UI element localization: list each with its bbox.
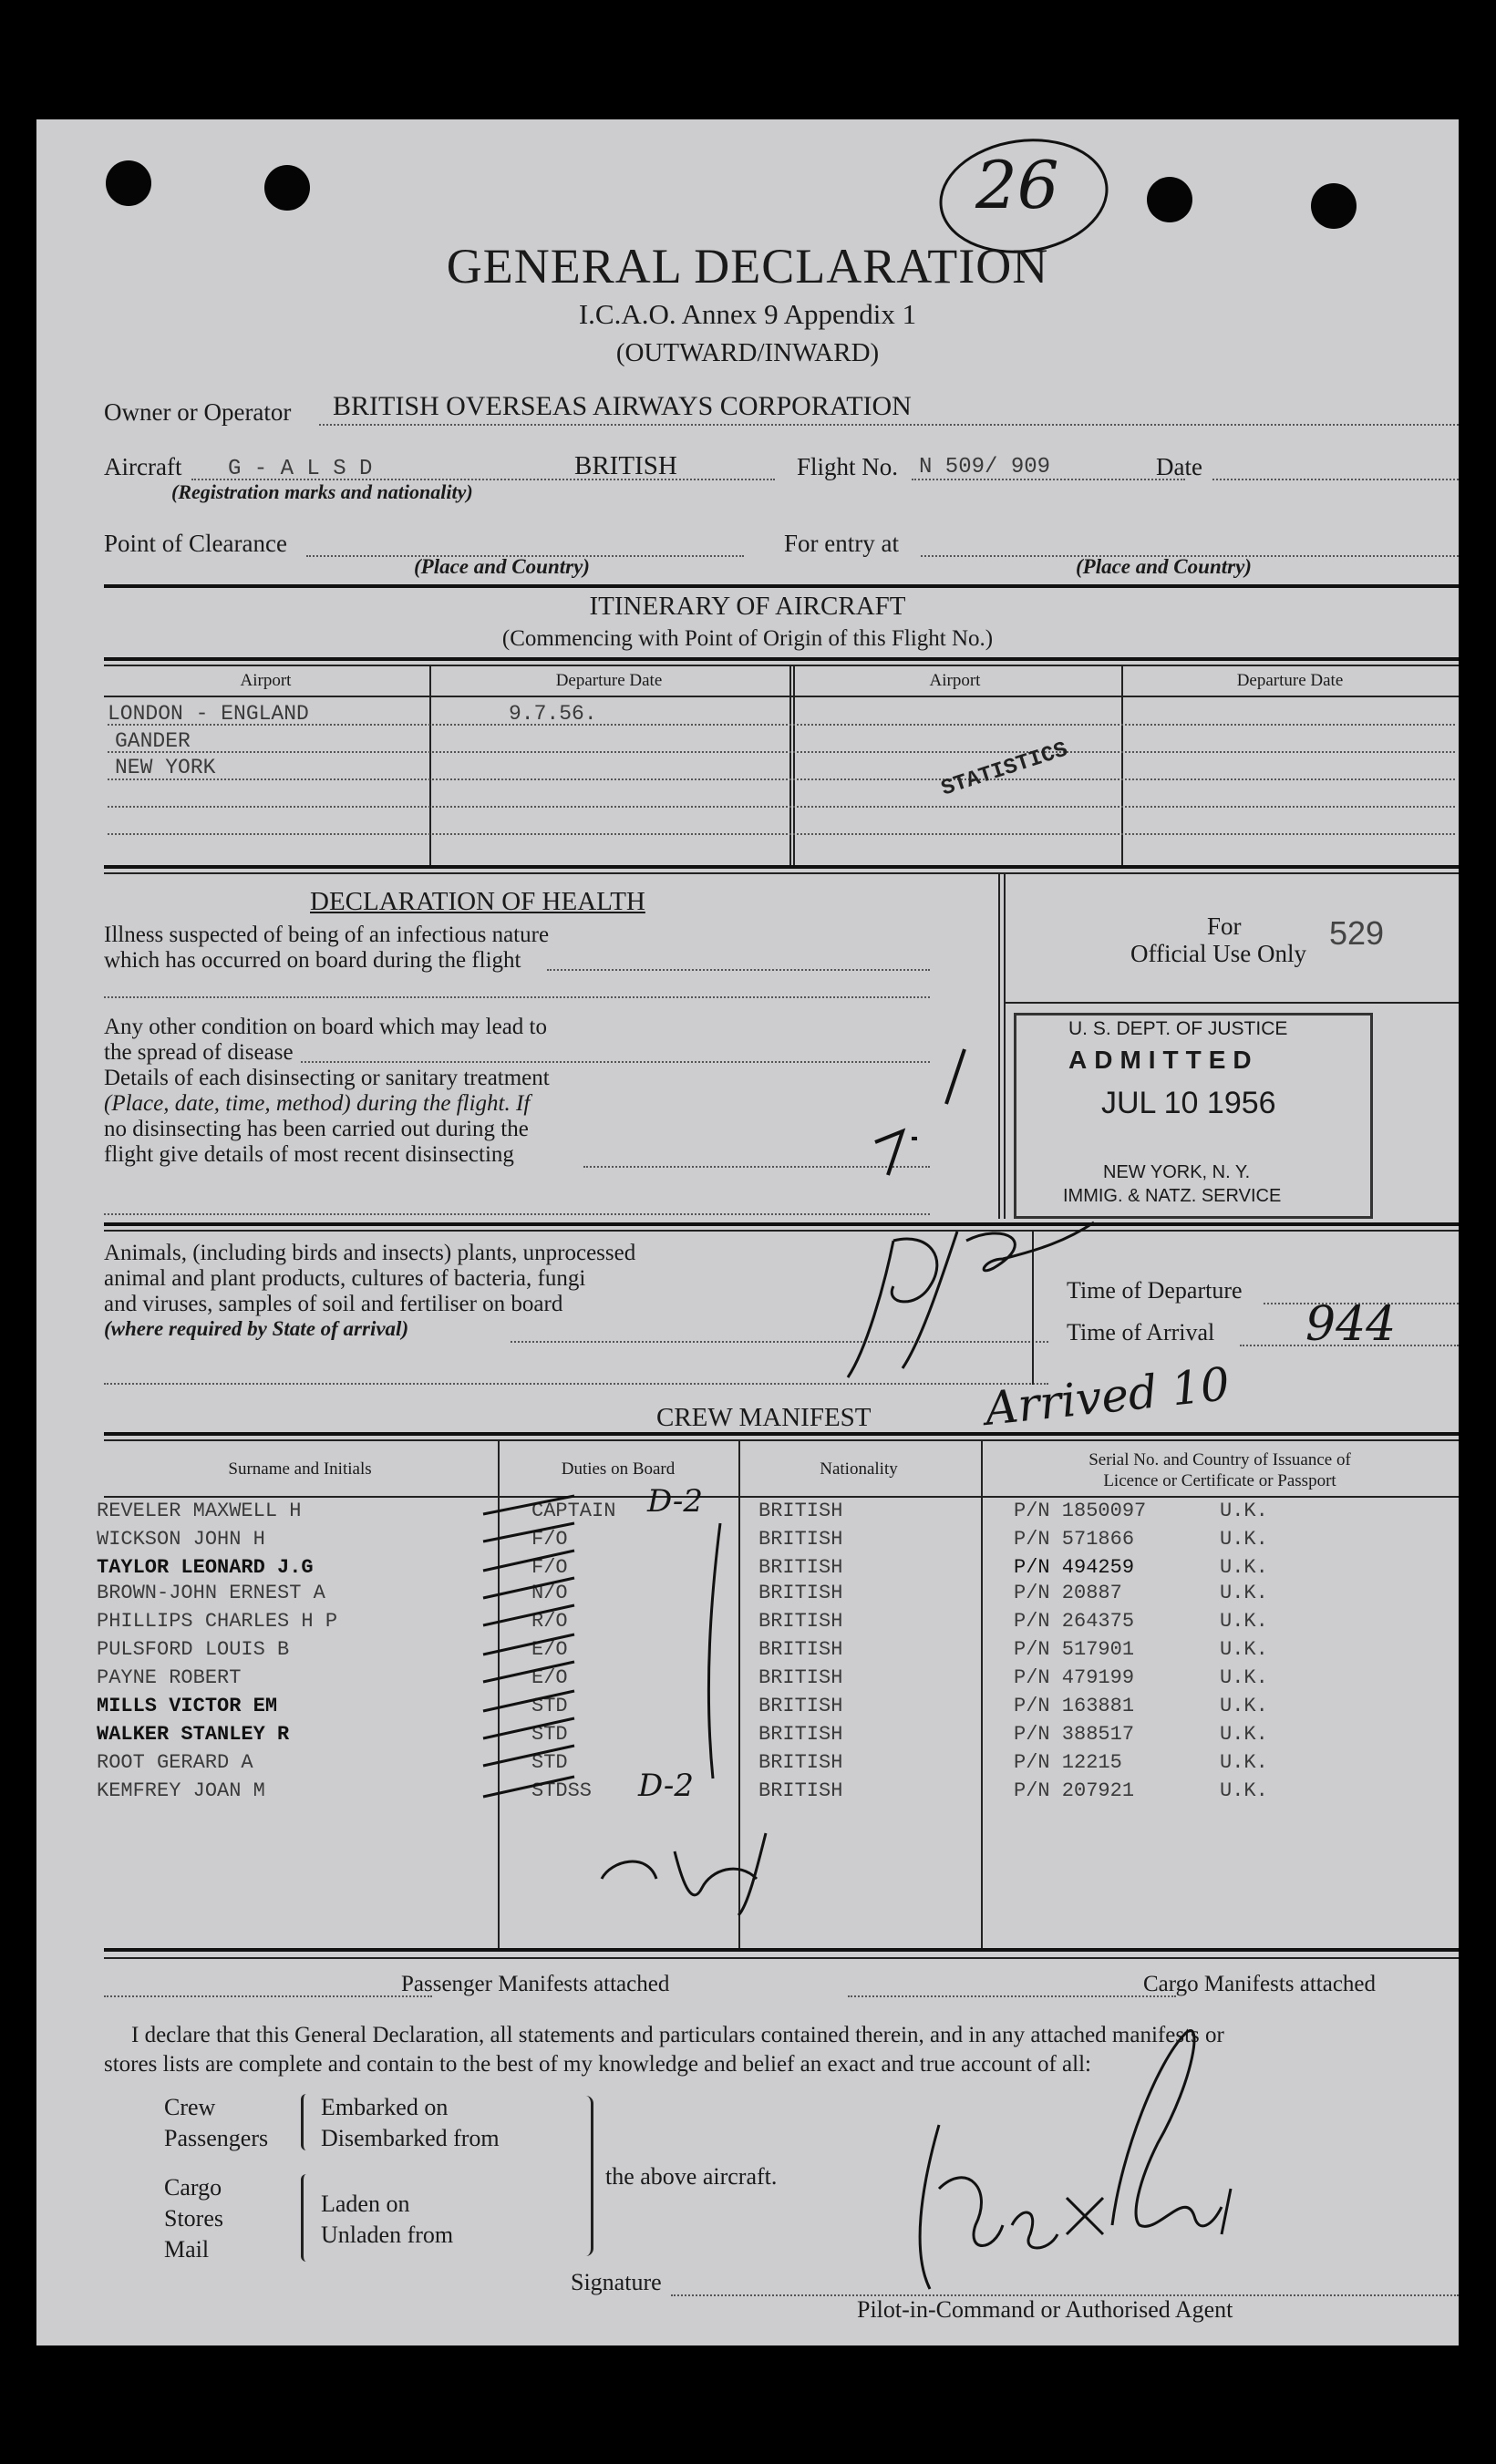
divider [104,696,1459,697]
crew-nationality: BRITISH [758,1666,843,1689]
itinerary-airport: NEW YORK [115,756,216,779]
passengers-label: Passengers [164,2125,269,2151]
signature-label: Signature [571,2269,662,2295]
divider [104,1957,1459,1959]
cargo-line [848,1995,1176,1997]
crew-duty: CAPTAIN [531,1500,616,1522]
health-line [104,1213,930,1215]
itinerary-airport: LONDON - ENGLAND [108,702,309,726]
itinerary-row-line [108,751,1455,753]
crew-serial: P/N 163881 [1014,1695,1135,1717]
crew-name: PAYNE ROBERT [97,1666,242,1689]
above-aircraft-label: the above aircraft. [605,2163,778,2190]
health-disinsect: flight give details of most recent disinsecting [104,1142,514,1167]
crew-nationality: BRITISH [758,1582,843,1604]
unladen-label: Unladen from [321,2222,454,2248]
crew-serial: P/N 264375 [1014,1610,1135,1633]
bracket [578,2096,593,2256]
mail-label: Mail [164,2236,210,2263]
health-disinsect: no disinsecting has been carried out during the [104,1117,529,1141]
declaration-text: I declare that this General Declaration, all statements and particulars contained therein, and in any attached manifests or [131,2023,1224,2047]
health-disinsect: (Place, date, time, method) during the flight. If [104,1091,531,1116]
pilot-signature [884,2006,1267,2298]
laden-label: Laden on [321,2191,410,2217]
crew-name: WALKER STANLEY R [97,1723,290,1746]
crew-serial: P/N 571866 [1014,1528,1135,1551]
aircraft-value: G - A L S D [228,457,373,481]
crew-col-name: Surname and Initials [228,1459,372,1479]
passenger-line [104,1995,432,1997]
crew-duty: STD [531,1695,568,1717]
divider [104,584,1459,588]
cargo-label: Cargo [164,2174,222,2201]
arrived-note: Arrived 10 [982,1357,1233,1436]
crew-country: U.K. [1220,1556,1268,1579]
health-condition: the spread of disease [104,1040,294,1065]
column-divider [981,1441,983,1952]
bracket [301,2174,313,2262]
itinerary-row-line [108,724,1455,726]
divider [104,872,1459,874]
crew-nationality: BRITISH [758,1528,843,1551]
itinerary-row-line [108,778,1455,780]
flight-no-label: Flight No. [797,453,899,480]
crew-duty: STDSS [531,1779,593,1802]
column-divider [1121,666,1123,867]
crew-col-duties: Duties on Board [561,1459,676,1479]
official-number: 529 [1329,914,1385,952]
crew-serial: P/N 12215 [1014,1751,1122,1774]
crew-country: U.K. [1220,1500,1268,1522]
flight-no-value: N 509/ 909 [919,455,1051,479]
crew-duty: E/O [531,1666,568,1689]
divider [104,1439,1459,1441]
handwritten-marks [857,1031,1003,1177]
column-divider [1004,874,1006,1219]
crew-country: U.K. [1220,1638,1268,1661]
crew-serial: P/N 20887 [1014,1582,1122,1604]
crew-name: PHILLIPS CHARLES H P [97,1610,338,1633]
crew-country: U.K. [1220,1610,1268,1633]
place-note: (Place and Country) [414,555,590,578]
official-label: For [1207,912,1242,940]
itinerary-title: ITINERARY OF AIRCRAFT [589,592,906,621]
crew-duty: STD [531,1723,568,1746]
crew-duty: STD [531,1751,568,1774]
itinerary-col-airport: Airport [240,671,292,690]
column-divider [793,666,795,867]
crew-duty: F/O [531,1556,568,1579]
crew-country: U.K. [1220,1779,1268,1802]
itinerary-airport: GANDER [115,729,191,753]
crew-serial: P/N 479199 [1014,1666,1135,1689]
health-title: DECLARATION OF HEALTH [310,887,645,916]
crew-nationality: BRITISH [758,1779,843,1802]
owner-line [319,424,1459,426]
health-disinsect: Details of each disinsecting or sanitary treatment [104,1066,550,1090]
crew-country: U.K. [1220,1695,1268,1717]
crew-country: U.K. [1220,1582,1268,1604]
date-line [1212,479,1459,480]
crew-name: REVELER MAXWELL H [97,1500,302,1522]
divider [104,657,1459,661]
punch-hole [1147,177,1192,222]
bracket [301,2094,313,2150]
itinerary-col-airport-2: Airport [929,671,981,690]
admitted-label: ADMITTED [1068,1046,1259,1074]
nationality-value: BRITISH [574,451,677,480]
animals-text: animal and plant products, cultures of bacteria, fungi [104,1266,586,1291]
column-divider [789,666,791,867]
crew-nationality: BRITISH [758,1610,843,1633]
owner-value: BRITISH OVERSEAS AIRWAYS CORPORATION [333,391,912,421]
crew-name: PULSFORD LOUIS B [97,1638,290,1661]
admitted-service: IMMIG. & NATZ. SERVICE [1063,1186,1282,1206]
cargo-manifest-label: Cargo Manifests attached [1143,1972,1377,1996]
divider [104,665,1459,666]
crew-nationality: BRITISH [758,1751,843,1774]
owner-label: Owner or Operator [104,398,292,426]
itinerary-row-line [108,833,1455,835]
arrival-value: 944 [1305,1297,1397,1352]
crew-nationality: BRITISH [758,1695,843,1717]
official-signature [830,1204,1103,1396]
crew-col-nationality: Nationality [820,1459,898,1479]
crew-col-serial: Serial No. and Country of Issuance of [1088,1450,1351,1469]
health-illness: Illness suspected of being of an infectious nature [104,923,550,947]
itinerary-subtitle: (Commencing with Point of Origin of this Flight No.) [501,626,994,651]
crew-serial: P/N 494259 [1014,1556,1135,1579]
registration-note: (Registration marks and nationality) [171,480,473,503]
crew-serial: P/N 388517 [1014,1723,1135,1746]
punch-hole [1311,183,1357,229]
divider [104,1222,1459,1226]
clearance-label: Point of Clearance [104,530,287,557]
health-condition: Any other condition on board which may lead to [104,1015,547,1039]
official-label: Official Use Only [1130,940,1306,967]
crew-label: Crew [164,2094,216,2120]
passenger-manifest-label: Passenger Manifests attached [401,1972,670,1996]
itinerary-col-departure-2: Departure Date [1236,671,1344,690]
stores-label: Stores [164,2205,223,2232]
itinerary-row-line [108,806,1455,808]
itinerary-col-departure: Departure Date [555,671,663,690]
declaration-text: stores lists are complete and contain to the best of my knowledge and belief an exact and true account of all: [104,2052,1091,2077]
itinerary-date: 9.7.56. [509,702,597,726]
crew-duty: R/O [531,1610,568,1633]
crew-serial: P/N 1850097 [1014,1500,1147,1522]
departure-label: Time of Departure [1067,1277,1243,1304]
health-line [104,996,930,998]
crew-serial: P/N 517901 [1014,1638,1135,1661]
crew-nationality: BRITISH [758,1556,843,1579]
crew-col-serial: Licence or Certificate or Passport [1103,1471,1336,1490]
punch-hole [106,160,151,206]
document-page [36,119,1459,2345]
admitted-date: JUL 10 1956 [1101,1086,1276,1120]
crew-hand-note: D-2 [647,1483,704,1520]
divider [1004,1002,1459,1004]
crew-name: BROWN-JOHN ERNEST A [97,1582,325,1604]
crew-nationality: BRITISH [758,1723,843,1746]
divider [104,865,1459,869]
crew-hand-note: D-2 [638,1768,695,1804]
crew-name: TAYLOR LEONARD J.G [97,1556,314,1579]
column-divider [429,666,431,867]
animals-text: and viruses, samples of soil and fertiliser on board [104,1292,563,1316]
entry-label: For entry at [784,530,899,557]
crew-nationality: BRITISH [758,1638,843,1661]
crew-country: U.K. [1220,1751,1268,1774]
crew-duty: E/O [531,1638,568,1661]
crew-duty: F/O [531,1528,568,1551]
crew-country: U.K. [1220,1723,1268,1746]
page-number: 26 [975,147,1059,223]
crew-name: WICKSON JOHN H [97,1528,265,1551]
admitted-office: NEW YORK, N. Y. [1103,1162,1251,1182]
statistics-stamp: STATISTICS [938,737,1071,802]
aircraft-label: Aircraft [104,453,182,480]
health-line [301,1061,930,1063]
pilot-label: Pilot-in-Command or Authorised Agent [857,2296,1233,2323]
page-title: GENERAL DECLARATION [446,239,1049,294]
crew-nationality: BRITISH [758,1500,843,1522]
animals-text: Animals, (including birds and insects) plants, unprocessed [104,1241,636,1265]
health-illness: which has occurred on board during the flight [104,948,521,973]
crew-title: CREW MANIFEST [656,1403,872,1432]
date-label: Date [1156,453,1202,480]
animals-text: (where required by State of arrival) [104,1317,409,1340]
health-line [547,969,930,971]
place-note-2: (Place and Country) [1076,555,1252,578]
crew-country: U.K. [1220,1528,1268,1551]
crew-serial: P/N 207921 [1014,1779,1135,1802]
divider [104,1432,1459,1436]
crew-country: U.K. [1220,1666,1268,1689]
admitted-dept: U. S. DEPT. OF JUSTICE [1068,1018,1288,1039]
crew-name: MILLS VICTOR EM [97,1695,278,1717]
embarked-label: Embarked on [321,2094,449,2120]
crew-tick-marks [465,1487,848,1924]
page-subtitle: I.C.A.O. Annex 9 Appendix 1 [578,298,917,330]
direction-label: (OUTWARD/INWARD) [615,338,880,367]
arrival-label: Time of Arrival [1067,1319,1215,1345]
crew-name: KEMFREY JOAN M [97,1779,265,1802]
punch-hole [264,165,310,211]
crew-duty: N/O [531,1582,568,1604]
crew-name: ROOT GERARD A [97,1751,253,1774]
divider [104,1230,1459,1232]
disembarked-label: Disembarked from [321,2125,500,2151]
divider [104,1948,1459,1952]
